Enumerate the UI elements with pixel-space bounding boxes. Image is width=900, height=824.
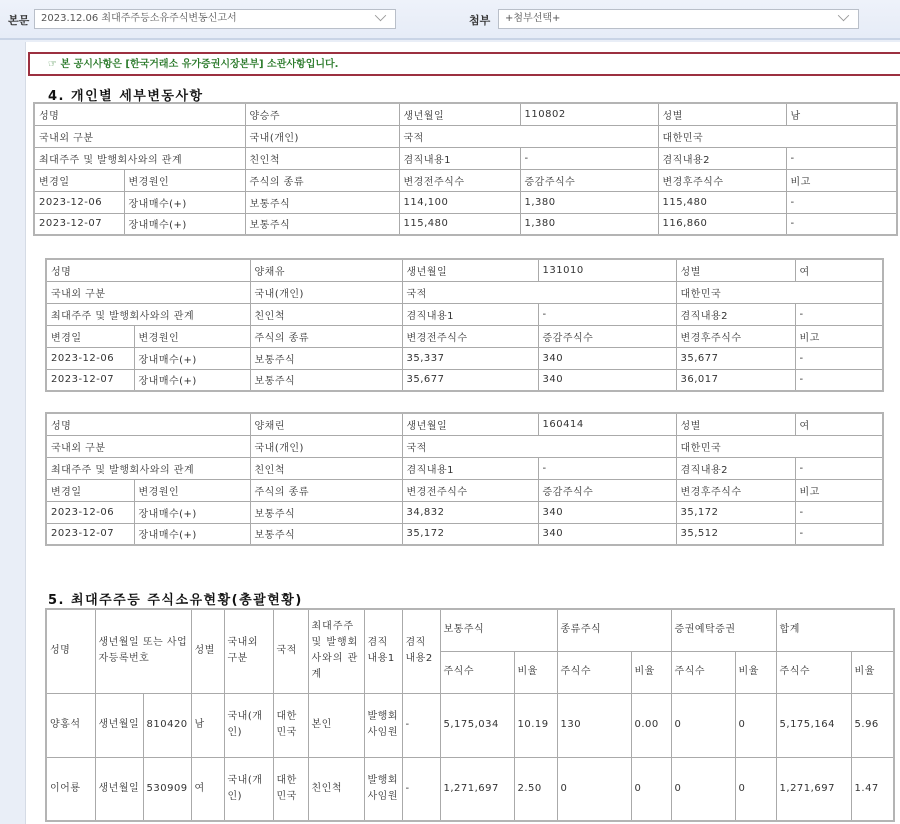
value-gender: 남	[786, 103, 897, 125]
cell-after: 115,480	[658, 191, 786, 213]
cell-total-shares: 5,175,164	[776, 693, 851, 757]
main-doc-select-value: 2023.12.06 최대주주등소유주식변동신고서	[41, 13, 237, 24]
header-ratio: 비율	[735, 651, 776, 693]
cell-domestic: 국내(개인)	[224, 757, 273, 821]
cell-date: 2023-12-06	[46, 501, 134, 523]
header-shares: 주식수	[440, 651, 514, 693]
header-after: 변경후주식수	[658, 169, 786, 191]
header-before: 변경전주식수	[402, 479, 538, 501]
header-change-date: 변경일	[46, 325, 134, 347]
header-relation: 최대주주 및 발행회사와의 관계	[308, 609, 364, 693]
header-shares: 주식수	[776, 651, 851, 693]
cell-before: 34,832	[402, 501, 538, 523]
header-delta: 증감주식수	[538, 325, 676, 347]
value-relation: 친인척	[245, 147, 399, 169]
cell-date: 2023-12-07	[34, 213, 124, 235]
header-shares: 주식수	[557, 651, 631, 693]
value-name: 양채유	[250, 259, 402, 281]
ownership-summary-table	[45, 608, 895, 822]
cell-reason: 장내매수(+)	[124, 213, 245, 235]
cell-date: 2023-12-07	[46, 369, 134, 391]
cell-remark: -	[786, 213, 897, 235]
cell-date: 2023-12-06	[34, 191, 124, 213]
cell-after: 35,172	[676, 501, 795, 523]
header-ratio: 비율	[851, 651, 894, 693]
cell-remark: -	[795, 501, 883, 523]
value-name: 양채린	[250, 413, 402, 435]
value-concurrent2: -	[786, 147, 897, 169]
table-row	[34, 103, 897, 125]
cell-reason: 장내매수(+)	[134, 347, 250, 369]
cell-common-ratio: 2.50	[514, 757, 557, 821]
cell-before: 35,337	[402, 347, 538, 369]
cell-total-shares: 1,271,697	[776, 757, 851, 821]
cell-type: 보통주식	[245, 191, 399, 213]
table-header-row	[46, 479, 883, 501]
attachment-select-value: +첨부선택+	[505, 13, 561, 24]
header-before: 변경전주식수	[402, 325, 538, 347]
value-nationality: 대한민국	[676, 435, 883, 457]
value-relation: 친인척	[250, 303, 402, 325]
header-change-reason: 변경원인	[134, 479, 250, 501]
label-relation: 최대주주 및 발행회사와의 관계	[46, 457, 250, 479]
cell-reason: 장내매수(+)	[134, 501, 250, 523]
document-frame	[25, 42, 900, 824]
cell-pref-ratio: 0	[631, 757, 671, 821]
label-nationality: 국적	[402, 435, 676, 457]
label-gender: 성별	[676, 259, 795, 281]
header-stock-type: 주식의 종류	[250, 479, 402, 501]
cell-pref-ratio: 0.00	[631, 693, 671, 757]
table-row	[46, 347, 883, 369]
cell-before: 35,677	[402, 369, 538, 391]
cell-gender: 여	[191, 757, 224, 821]
label-gender: 성별	[658, 103, 786, 125]
label-relation: 최대주주 및 발행회사와의 관계	[34, 147, 245, 169]
label-concurrent1: 겸직내용1	[402, 303, 538, 325]
cell-id-type: 생년월일	[95, 757, 143, 821]
cell-type: 보통주식	[250, 347, 402, 369]
header-id: 생년월일 또는 사업자등록번호	[95, 609, 191, 693]
value-nationality: 대한민국	[676, 281, 883, 303]
cell-total-ratio: 5.96	[851, 693, 894, 757]
value-birth: 160414	[538, 413, 676, 435]
cell-pref-shares: 130	[557, 693, 631, 757]
chevron-down-icon	[375, 10, 386, 21]
person-detail-table	[45, 412, 884, 546]
cell-dep-ratio: 0	[735, 757, 776, 821]
cell-relation: 친인척	[308, 757, 364, 821]
person-detail-table	[33, 102, 898, 236]
value-birth: 110802	[520, 103, 658, 125]
cell-nationality: 대한민국	[273, 693, 308, 757]
table-header-row	[46, 325, 883, 347]
table-row	[46, 435, 883, 457]
cell-relation: 본인	[308, 693, 364, 757]
person-detail-table	[45, 258, 884, 392]
cell-dep-shares: 0	[671, 757, 735, 821]
cell-concurrent1: 발행회사임원	[364, 693, 402, 757]
cell-name: 양홍석	[46, 693, 95, 757]
header-after: 변경후주식수	[676, 325, 795, 347]
top-toolbar	[0, 0, 900, 40]
value-concurrent1: -	[538, 303, 676, 325]
label-domestic: 국내외 구분	[46, 281, 250, 303]
cell-gender: 남	[191, 693, 224, 757]
table-row	[46, 303, 883, 325]
table-row	[46, 281, 883, 303]
attachment-select[interactable]	[498, 9, 859, 29]
table-row	[46, 523, 883, 545]
label-domestic: 국내외 구분	[34, 125, 245, 147]
value-gender: 여	[795, 259, 883, 281]
table-row	[46, 369, 883, 391]
table-row	[46, 457, 883, 479]
cell-delta: 1,380	[520, 213, 658, 235]
cell-date: 2023-12-07	[46, 523, 134, 545]
label-name: 성명	[34, 103, 245, 125]
cell-reason: 장내매수(+)	[134, 369, 250, 391]
table-row	[46, 501, 883, 523]
label-nationality: 국적	[399, 125, 658, 147]
header-before: 변경전주식수	[399, 169, 520, 191]
cell-after: 35,512	[676, 523, 795, 545]
table-row	[46, 757, 894, 821]
header-after: 변경후주식수	[676, 479, 795, 501]
table-row	[34, 191, 897, 213]
header-concurrent2: 겸직 내용2	[402, 609, 440, 693]
label-birth: 생년월일	[402, 259, 538, 281]
cell-after: 35,677	[676, 347, 795, 369]
section-4-title: 4. 개인별 세부변동사항	[48, 89, 204, 104]
label-gender: 성별	[676, 413, 795, 435]
table-row	[34, 213, 897, 235]
cell-delta: 340	[538, 347, 676, 369]
header-change-reason: 변경원인	[134, 325, 250, 347]
table-row	[34, 147, 897, 169]
cell-delta: 340	[538, 369, 676, 391]
label-concurrent2: 겸직내용2	[676, 303, 795, 325]
cell-common-shares: 1,271,697	[440, 757, 514, 821]
cell-common-ratio: 10.19	[514, 693, 557, 757]
header-remark: 비고	[795, 479, 883, 501]
label-domestic: 국내외 구분	[46, 435, 250, 457]
chevron-down-icon	[838, 10, 849, 21]
cell-after: 36,017	[676, 369, 795, 391]
header-stock-type: 주식의 종류	[245, 169, 399, 191]
label-name: 성명	[46, 259, 250, 281]
value-domestic: 국내(개인)	[245, 125, 399, 147]
label-name: 성명	[46, 413, 250, 435]
cell-remark: -	[795, 369, 883, 391]
value-concurrent2: -	[795, 303, 883, 325]
header-delta: 증감주식수	[520, 169, 658, 191]
header-nationality: 국적	[273, 609, 308, 693]
value-relation: 친인척	[250, 457, 402, 479]
header-domestic: 국내외 구분	[224, 609, 273, 693]
header-shares: 주식수	[671, 651, 735, 693]
header-stock-type: 주식의 종류	[250, 325, 402, 347]
cell-dep-ratio: 0	[735, 693, 776, 757]
table-header-row	[46, 609, 894, 651]
cell-domestic: 국내(개인)	[224, 693, 273, 757]
value-concurrent2: -	[795, 457, 883, 479]
label-relation: 최대주주 및 발행회사와의 관계	[46, 303, 250, 325]
cell-before: 114,100	[399, 191, 520, 213]
cell-delta: 340	[538, 501, 676, 523]
header-remark: 비고	[795, 325, 883, 347]
label-nationality: 국적	[402, 281, 676, 303]
cell-common-shares: 5,175,034	[440, 693, 514, 757]
label-birth: 생년월일	[399, 103, 520, 125]
table-row	[46, 259, 883, 281]
cell-remark: -	[795, 347, 883, 369]
value-nationality: 대한민국	[658, 125, 897, 147]
header-concurrent1: 겸직 내용1	[364, 609, 402, 693]
value-concurrent1: -	[538, 457, 676, 479]
header-depositary: 증권예탁증권	[671, 609, 776, 651]
table-row	[46, 693, 894, 757]
cell-name: 이어룡	[46, 757, 95, 821]
cell-type: 보통주식	[245, 213, 399, 235]
table-row	[46, 413, 883, 435]
cell-type: 보통주식	[250, 369, 402, 391]
cell-id: 530909	[143, 757, 191, 821]
cell-type: 보통주식	[250, 523, 402, 545]
cell-pref-shares: 0	[557, 757, 631, 821]
cell-concurrent1: 발행회사임원	[364, 757, 402, 821]
cell-delta: 1,380	[520, 191, 658, 213]
value-domestic: 국내(개인)	[250, 435, 402, 457]
header-gender: 성별	[191, 609, 224, 693]
cell-reason: 장내매수(+)	[134, 523, 250, 545]
label-concurrent1: 겸직내용1	[402, 457, 538, 479]
cell-concurrent2: -	[402, 693, 440, 757]
main-doc-select[interactable]	[34, 9, 396, 29]
label-concurrent2: 겸직내용2	[658, 147, 786, 169]
value-concurrent1: -	[520, 147, 658, 169]
header-total: 합계	[776, 609, 894, 651]
attachment-label: 첨부	[469, 14, 491, 27]
header-change-date: 변경일	[34, 169, 124, 191]
header-preferred: 종류주식	[557, 609, 671, 651]
label-birth: 생년월일	[402, 413, 538, 435]
cell-after: 116,860	[658, 213, 786, 235]
header-name: 성명	[46, 609, 95, 693]
header-change-date: 변경일	[46, 479, 134, 501]
cell-reason: 장내매수(+)	[124, 191, 245, 213]
cell-dep-shares: 0	[671, 693, 735, 757]
main-doc-label: 본문	[8, 14, 30, 27]
header-remark: 비고	[786, 169, 897, 191]
cell-total-ratio: 1.47	[851, 757, 894, 821]
cell-concurrent2: -	[402, 757, 440, 821]
cell-remark: -	[795, 523, 883, 545]
cell-before: 35,172	[402, 523, 538, 545]
value-name: 양승주	[245, 103, 399, 125]
table-header-row	[34, 169, 897, 191]
cell-delta: 340	[538, 523, 676, 545]
header-change-reason: 변경원인	[124, 169, 245, 191]
cell-before: 115,480	[399, 213, 520, 235]
table-row	[34, 125, 897, 147]
value-gender: 여	[795, 413, 883, 435]
cell-type: 보통주식	[250, 501, 402, 523]
jurisdiction-notice: ☞ 본 공시사항은 [한국거래소 유가증권시장본부] 소관사항입니다.	[28, 52, 900, 76]
header-ratio: 비율	[631, 651, 671, 693]
value-domestic: 국내(개인)	[250, 281, 402, 303]
section-5-title: 5. 최대주주등 주식소유현황(총괄현황)	[48, 593, 303, 608]
label-concurrent1: 겸직내용1	[399, 147, 520, 169]
header-common: 보통주식	[440, 609, 557, 651]
label-concurrent2: 겸직내용2	[676, 457, 795, 479]
header-ratio: 비율	[514, 651, 557, 693]
cell-id-type: 생년월일	[95, 693, 143, 757]
cell-id: 810420	[143, 693, 191, 757]
cell-nationality: 대한민국	[273, 757, 308, 821]
value-birth: 131010	[538, 259, 676, 281]
cell-date: 2023-12-06	[46, 347, 134, 369]
cell-remark: -	[786, 191, 897, 213]
header-delta: 증감주식수	[538, 479, 676, 501]
